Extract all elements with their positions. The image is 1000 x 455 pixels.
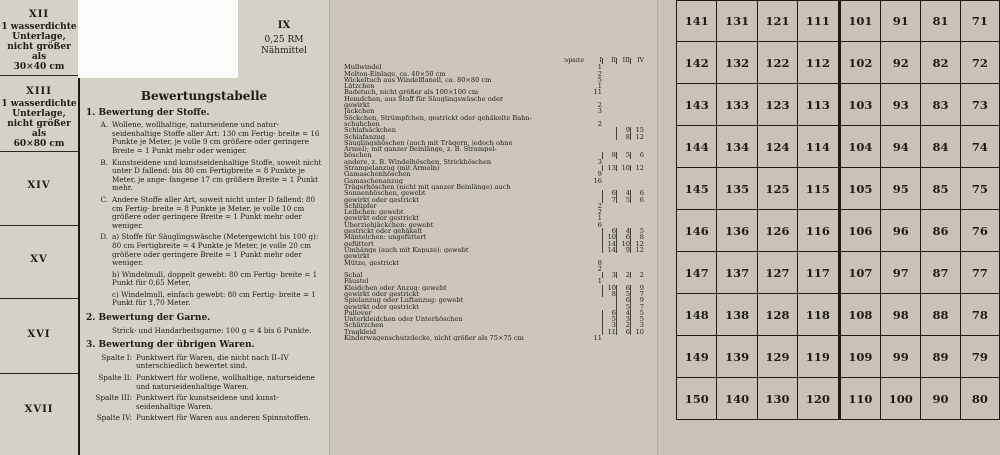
rating-table-text xyxy=(86,84,322,426)
header-col: IV xyxy=(630,58,644,64)
point-value: 1 xyxy=(597,63,602,72)
coupon-cell[interactable]: 147 xyxy=(677,252,717,294)
point-value: 11 xyxy=(593,88,602,97)
item-name: Mäntelchen: ungefüttert xyxy=(344,234,427,241)
item-name: gewirkt oder gestrickt xyxy=(344,290,419,298)
coupon-cell[interactable]: 146 xyxy=(677,210,717,252)
coupon-line: nicht größer als xyxy=(7,42,71,62)
item-name: Säuglingshöschen (auch mit Trägern, jedoch ohne xyxy=(344,139,513,147)
list-item xyxy=(86,121,322,155)
point-value: 5 xyxy=(616,197,630,203)
item-label: Spalte IV: xyxy=(96,413,132,423)
item-name: gefüttert xyxy=(344,240,374,247)
coupon-cell[interactable]: 91 xyxy=(881,1,921,42)
item-text: Punktwert für Waren aus anderen Spinnstoffen. xyxy=(136,413,311,423)
item-name: Molton-Einlage, ca. 40×50 cm xyxy=(344,70,446,77)
point-value: 5 xyxy=(616,304,630,310)
point-value: 2 xyxy=(597,69,602,78)
grid-row xyxy=(677,126,1000,168)
item-name: gewirkt xyxy=(344,102,370,109)
coupon-numeral: XVI xyxy=(27,329,51,340)
point-value: 8 xyxy=(616,134,630,140)
coupon-xvi[interactable] xyxy=(0,300,78,374)
coupon-cell[interactable]: 99 xyxy=(881,336,921,378)
coupon-cell[interactable]: 79 xyxy=(960,336,999,378)
coupon-cell[interactable]: 134 xyxy=(717,126,757,168)
point-value: 7 xyxy=(602,197,616,203)
coupon-cell[interactable]: 102 xyxy=(839,42,880,84)
point-value: 5 xyxy=(630,310,644,316)
point-value: 6 xyxy=(630,197,644,203)
item-name: Spielanzug oder Luftanzug: gewebt xyxy=(344,297,464,304)
point-value: 2 xyxy=(597,208,602,217)
point-value: 5 xyxy=(616,152,630,158)
item-name: gewirkt xyxy=(344,253,370,260)
coupon-cell[interactable]: 82 xyxy=(921,42,960,84)
coupon-cell[interactable]: 109 xyxy=(839,336,880,378)
point-value: 6 xyxy=(597,220,602,229)
coupon-cell[interactable]: 127 xyxy=(757,252,797,294)
point-value: 9 xyxy=(616,127,630,133)
coupon-cell[interactable]: 128 xyxy=(757,294,797,336)
point-value: 1 xyxy=(597,82,602,91)
item-text: Punktwert für kunstseidene und kunst- seidenhaltige Waren. xyxy=(136,393,279,411)
coupon-cell[interactable]: 118 xyxy=(798,294,839,336)
point-value: 6 xyxy=(616,285,630,291)
list-item: c) Windelmull, einfach gewebt: 80 cm Fertig- breite = 1 Punkt für 1,70 Meter. xyxy=(112,289,316,308)
item-text: Punktwert für Waren, die nicht nach II–IV unterschiedlich bewertet sind. xyxy=(136,352,289,371)
coupon-line: Unterlage, xyxy=(12,32,66,42)
item-label: C. xyxy=(100,194,108,204)
point-value: 1 xyxy=(597,277,602,286)
point-value: 13 xyxy=(602,165,616,171)
item-point-list xyxy=(344,58,644,341)
point-value: 2 xyxy=(630,272,644,278)
section-heading: 3. Bewertung der übrigen Waren. xyxy=(86,340,255,351)
point-value: 6 xyxy=(602,228,616,234)
item-name: gewirkt oder gestrickt xyxy=(344,215,419,222)
grid-row xyxy=(677,1,1000,42)
item-name: Söckchen, Strümpfchen, gestrickt oder gehäkelte Bahn- xyxy=(344,114,532,121)
section-heading: 1. Bewertung der Stoffe. xyxy=(86,107,210,118)
grid-row xyxy=(677,294,1000,336)
coupon-cell[interactable]: 131 xyxy=(717,1,757,42)
header-col: II xyxy=(602,58,616,64)
coupon-column xyxy=(0,0,80,455)
coupon-cell[interactable]: 145 xyxy=(677,168,717,210)
grid-row xyxy=(677,252,1000,294)
coupon-numeral: XII xyxy=(28,9,50,20)
coupon-cell[interactable]: 117 xyxy=(798,252,839,294)
point-value: 11 xyxy=(593,334,602,343)
coupon-cell[interactable]: 129 xyxy=(757,336,797,378)
coupon-line: Nähmittel xyxy=(261,46,307,56)
coupon-cell[interactable]: 95 xyxy=(881,168,921,210)
point-value: 10 xyxy=(616,241,630,247)
point-value: 5 xyxy=(630,316,644,322)
coupon-line: 60×80 cm xyxy=(13,139,65,149)
coupon-cell[interactable]: 107 xyxy=(839,252,880,294)
paragraph: Strick- und Handarbeitsgarne: 100 g = 4 bis 6 Punkte. xyxy=(112,325,312,335)
point-value: 16 xyxy=(593,176,602,185)
coupon-xiv[interactable] xyxy=(0,153,78,226)
item-name: Sonnenhöschen, gewebt xyxy=(344,190,426,197)
point-value: 3 xyxy=(597,157,602,166)
point-value: 9 xyxy=(630,285,644,291)
coupon-cell[interactable]: 106 xyxy=(839,210,880,252)
grid-row xyxy=(677,42,1000,84)
coupon-cell[interactable]: 130 xyxy=(757,378,797,420)
point-value: 9 xyxy=(630,297,644,303)
coupon-cell[interactable]: 71 xyxy=(960,1,999,42)
header-col: I xyxy=(599,57,602,64)
point-value: 14 xyxy=(602,241,616,247)
point-value: 12 xyxy=(630,134,644,140)
grid-row xyxy=(677,84,1000,126)
point-value: 5 xyxy=(630,228,644,234)
item-label: D. xyxy=(100,232,108,242)
coupon-line: 30×40 cm xyxy=(13,62,65,72)
coupon-ix[interactable] xyxy=(238,0,330,78)
list-item xyxy=(86,374,322,391)
coupon-cell[interactable]: 96 xyxy=(881,210,921,252)
point-value: 6 xyxy=(602,190,616,196)
right-panel xyxy=(658,0,1000,455)
item-name: Strampelanzug (mit Ärmeln) xyxy=(344,165,440,172)
coupon-cell[interactable]: 144 xyxy=(677,126,717,168)
coupon-cell[interactable]: 90 xyxy=(921,378,960,420)
point-value: 2 xyxy=(616,322,630,328)
list-item xyxy=(86,233,322,267)
coupon-cell[interactable]: 87 xyxy=(921,252,960,294)
item-text: Andere Stoffe aller Art, soweit nicht unter D fallend: 80 cm Fertig- breite = 8 Punkte je Meter, je volle 10 cm größere oder geringere Breite = 1 Punkt mehr oder weniger. xyxy=(112,194,316,230)
coupon-cell[interactable]: 148 xyxy=(677,294,717,336)
item-name: Hemdchen, aus Stoff für Säuglingswäsche oder xyxy=(344,95,504,103)
coupon-cell[interactable]: 126 xyxy=(757,210,797,252)
coupon-cell[interactable]: 132 xyxy=(717,42,757,84)
coupon-line: 0,25 RM xyxy=(264,35,304,45)
coupon-cell[interactable]: 75 xyxy=(960,168,999,210)
item-name: andere, z. B. Windelhöschen, Strickhöschen xyxy=(344,158,492,166)
point-value: 1 xyxy=(597,214,602,223)
coupon-grid xyxy=(676,0,1000,420)
item-name: Schürzchen xyxy=(344,322,384,329)
item-name: höschen xyxy=(344,152,372,159)
coupon-cell[interactable]: 120 xyxy=(798,378,839,420)
coupon-cell[interactable]: 105 xyxy=(839,168,880,210)
coupon-cell[interactable]: 125 xyxy=(757,168,797,210)
point-value: 6 xyxy=(602,310,616,316)
list-item: b) Windelmull, doppelt gewebt: 80 cm Fertig- breite = 1 Punkt für 0,65 Meter, xyxy=(112,269,318,288)
grid-row xyxy=(677,210,1000,252)
coupon-numeral: XIII xyxy=(26,86,52,97)
coupon-cell[interactable]: 98 xyxy=(881,294,921,336)
coupon-cell[interactable]: 108 xyxy=(839,294,880,336)
coupon-cell[interactable]: 124 xyxy=(757,126,797,168)
item-name: Schlafanzug xyxy=(344,133,386,140)
point-value: 3 xyxy=(602,322,616,328)
point-value: 3 xyxy=(602,272,616,278)
item-name: Überziehjäckchen: gewebt xyxy=(344,221,434,229)
item-name: Mullwindel xyxy=(344,64,382,71)
point-value: 12 xyxy=(630,247,644,253)
coupon-cell[interactable]: 122 xyxy=(757,42,797,84)
point-value: 15 xyxy=(630,127,644,133)
item-name: Schlafsäckchen xyxy=(344,127,397,134)
point-value: 6 xyxy=(630,190,644,196)
coupon-cell[interactable]: 85 xyxy=(921,168,960,210)
coupon-cell[interactable]: 114 xyxy=(798,126,839,168)
point-value: 6 xyxy=(630,152,644,158)
point-value: 7 xyxy=(630,291,644,297)
point-value: 8 xyxy=(602,152,616,158)
coupon-cell[interactable]: 72 xyxy=(960,42,999,84)
point-value: 10 xyxy=(616,165,630,171)
coupon-xiii[interactable] xyxy=(0,77,78,152)
coupon-cell[interactable]: 88 xyxy=(921,294,960,336)
coupon-line: 1 wasserdichte xyxy=(1,99,77,109)
item-name: Tragkleid xyxy=(344,328,377,336)
list-item xyxy=(86,159,322,193)
coupon-cell[interactable]: 139 xyxy=(717,336,757,378)
item-name: Lätzchen xyxy=(344,83,375,90)
item-name: Pullover xyxy=(344,309,372,317)
item-label: A. xyxy=(100,120,108,130)
coupon-cell[interactable]: 116 xyxy=(798,210,839,252)
coupon-cell[interactable]: 119 xyxy=(798,336,839,378)
coupon-cell[interactable]: 121 xyxy=(757,1,797,42)
grid-row xyxy=(677,168,1000,210)
point-value: 5 xyxy=(597,75,602,84)
point-value: 3 xyxy=(616,316,630,322)
coupon-cell[interactable]: 77 xyxy=(960,252,999,294)
point-value: 7 xyxy=(630,304,644,310)
coupon-cell[interactable]: 97 xyxy=(881,252,921,294)
item-text: a) Stoffe für Säuglingswäsche (Metergewicht bis 100 g): 80 cm Fertigbreite = 4 Punkte je Meter, je volle 20 cm größere oder geringere Breite = 1 Punkt mehr oder weniger. xyxy=(112,232,319,268)
table-title: Bewertungstabelle xyxy=(140,89,268,103)
coupon-cell[interactable]: 143 xyxy=(677,84,717,126)
item-name: schuhchen xyxy=(344,120,380,128)
point-value: 12 xyxy=(630,241,644,247)
item-name: Jäckchen xyxy=(344,108,375,115)
point-value: 9 xyxy=(616,247,630,253)
list-item xyxy=(86,196,322,230)
coupon-line: Unterlage, xyxy=(12,109,66,119)
coupon-numeral: XV xyxy=(30,254,48,265)
coupon-line: nicht größer als xyxy=(7,119,71,139)
point-value: 6 xyxy=(616,329,630,335)
list-item xyxy=(86,354,322,371)
coupon-cell[interactable]: 89 xyxy=(921,336,960,378)
point-value: 9 xyxy=(597,170,602,179)
item-name: gestrickt oder gehäkelt xyxy=(344,228,423,235)
point-value: 2 xyxy=(597,201,602,210)
list-item xyxy=(86,414,322,423)
coupon-cell[interactable]: 76 xyxy=(960,210,999,252)
point-value: 4 xyxy=(616,190,630,196)
grid-row xyxy=(677,378,1000,420)
coupon-cell[interactable]: 83 xyxy=(921,84,960,126)
coupon-xv[interactable] xyxy=(0,227,78,299)
coupon-cell[interactable]: 142 xyxy=(677,42,717,84)
point-value: 4 xyxy=(616,228,630,234)
coupon-cell[interactable]: 133 xyxy=(717,84,757,126)
item-name: Gamaschenhöschen xyxy=(344,171,411,178)
coupon-numeral: XIV xyxy=(27,180,51,191)
item-label: Spalte I: xyxy=(101,352,132,362)
point-value: 2 xyxy=(597,101,602,110)
point-value: 8 xyxy=(602,291,616,297)
coupon-cell[interactable]: 138 xyxy=(717,294,757,336)
coupon-cell[interactable]: 113 xyxy=(798,84,839,126)
item-text: Wollene, wollhaltige, naturseidene und natur- seidenhaltige Stoffe aller Art: 130 cm Fertig- breite = 16 Punkte je Meter, je volle 9 cm größere oder geringere Breite = 1 Punkt mehr oder weniger. xyxy=(112,120,320,155)
coupon-cell[interactable]: 149 xyxy=(677,336,717,378)
point-value: 5 xyxy=(602,316,616,322)
coupon-cell[interactable]: 103 xyxy=(839,84,880,126)
coupon-cell[interactable]: 115 xyxy=(798,168,839,210)
coupon-cell[interactable]: 135 xyxy=(717,168,757,210)
coupon-cell[interactable]: 84 xyxy=(921,126,960,168)
item-name: Ärmel); mit ganzer Beinlänge, z. B. Strampel- xyxy=(344,146,497,153)
point-value: 8 xyxy=(597,258,602,267)
coupon-cell[interactable]: 104 xyxy=(839,126,880,168)
coupon-cell[interactable]: 80 xyxy=(960,378,999,420)
item-name: Gamaschenanzug xyxy=(344,177,403,184)
point-value: 6 xyxy=(616,297,630,303)
section-heading: 2. Bewertung der Garne. xyxy=(86,313,211,324)
point-value: 14 xyxy=(602,247,616,253)
coupon-cell[interactable]: 101 xyxy=(839,1,880,42)
point-value: 12 xyxy=(630,165,644,171)
point-value: 10 xyxy=(630,329,644,335)
coupon-cell[interactable]: 136 xyxy=(717,210,757,252)
coupon-cell[interactable]: 112 xyxy=(798,42,839,84)
middle-panel xyxy=(330,0,658,455)
item-label: B. xyxy=(100,157,108,167)
coupon-line: 1 wasserdichte xyxy=(1,22,77,32)
point-value: 4 xyxy=(616,310,630,316)
point-value: 5 xyxy=(616,291,630,297)
point-value: 2 xyxy=(616,272,630,278)
item-name: gewirkt oder gestrickt xyxy=(344,196,419,203)
item-name: Kleidchen oder Anzug: gewebt xyxy=(344,284,447,291)
list-item xyxy=(86,394,322,411)
point-value: 2 xyxy=(597,264,602,273)
header-col: III xyxy=(616,58,630,64)
coupon-cell[interactable]: 100 xyxy=(881,378,921,420)
point-value: 6 xyxy=(616,234,630,240)
coupon-xvii[interactable] xyxy=(0,375,78,455)
list-row xyxy=(344,335,644,341)
item-label: Spalte III: xyxy=(95,393,132,403)
coupon-cell[interactable]: 111 xyxy=(798,1,839,42)
coupon-cell[interactable]: 74 xyxy=(960,126,999,168)
item-name: Leibchen: gewebt xyxy=(344,209,404,216)
item-text: Punktwert für wollene, wollhaltige, naturseidene und naturseidenhaltige Waren. xyxy=(136,373,315,391)
coupon-cell[interactable]: 110 xyxy=(839,378,880,420)
item-name: Schal xyxy=(344,272,363,279)
coupon-cell[interactable]: 86 xyxy=(921,210,960,252)
item-name: Wickeltuch aus Windelflanell, ca. 80×80 cm xyxy=(344,76,492,84)
point-value: 3 xyxy=(597,107,602,116)
point-value: 11 xyxy=(602,329,616,335)
item-label: Spalte II: xyxy=(98,373,132,383)
coupon-cell[interactable]: 123 xyxy=(757,84,797,126)
coupon-xii[interactable] xyxy=(0,0,78,76)
item-name: Schlüpfer xyxy=(344,202,377,210)
header-label: Spalte xyxy=(563,58,584,64)
coupon-cell[interactable]: 137 xyxy=(717,252,757,294)
point-value: 10 xyxy=(602,285,616,291)
coupon-cell[interactable]: 92 xyxy=(881,42,921,84)
coupon-numeral: IX xyxy=(277,20,291,31)
coupon-cell[interactable]: 93 xyxy=(881,84,921,126)
cut-out-area xyxy=(78,0,238,78)
left-panel xyxy=(0,0,330,455)
grid-row xyxy=(677,336,1000,378)
coupon-numeral: XVII xyxy=(24,404,54,415)
coupon-cell[interactable]: 94 xyxy=(881,126,921,168)
item-text: Kunstseidene und kunstseidenhaltige Stoffe, soweit nicht unter D fallend: bis 80 cm Fertigbreite = 8 Punkte je Meter, je ange- fangene 17 cm größere Breite = 1 Punkt mehr. xyxy=(112,157,322,193)
item-name: gewirkt oder gestrickt xyxy=(344,303,419,310)
coupon-cell[interactable]: 81 xyxy=(921,1,960,42)
coupon-cell[interactable]: 73 xyxy=(960,84,999,126)
item-name: Mütze, gestrickt xyxy=(344,259,399,266)
item-name: Trägerhöschen (nicht mit ganzer Beinlänge) auch xyxy=(344,183,511,191)
coupon-cell[interactable]: 140 xyxy=(717,378,757,420)
point-value: 10 xyxy=(602,234,616,240)
point-value: 3 xyxy=(630,322,644,328)
coupon-cell[interactable]: 141 xyxy=(677,1,717,42)
coupon-cell[interactable]: 150 xyxy=(677,378,717,420)
item-name: Badetuch, nicht größer als 100×100 cm xyxy=(344,89,479,96)
coupon-cell[interactable]: 78 xyxy=(960,294,999,336)
item-name: Fäustel xyxy=(344,278,369,285)
item-name: Umhänge (auch mit Kapuze): gewebt xyxy=(344,246,469,254)
item-name: Unterkleidchen oder Unterhöschen xyxy=(344,316,463,323)
item-name: Kinderwagenschutzdecke, nicht größer als 75×75 cm xyxy=(344,335,524,342)
point-value: 8 xyxy=(630,234,644,240)
point-value: 2 xyxy=(597,119,602,128)
